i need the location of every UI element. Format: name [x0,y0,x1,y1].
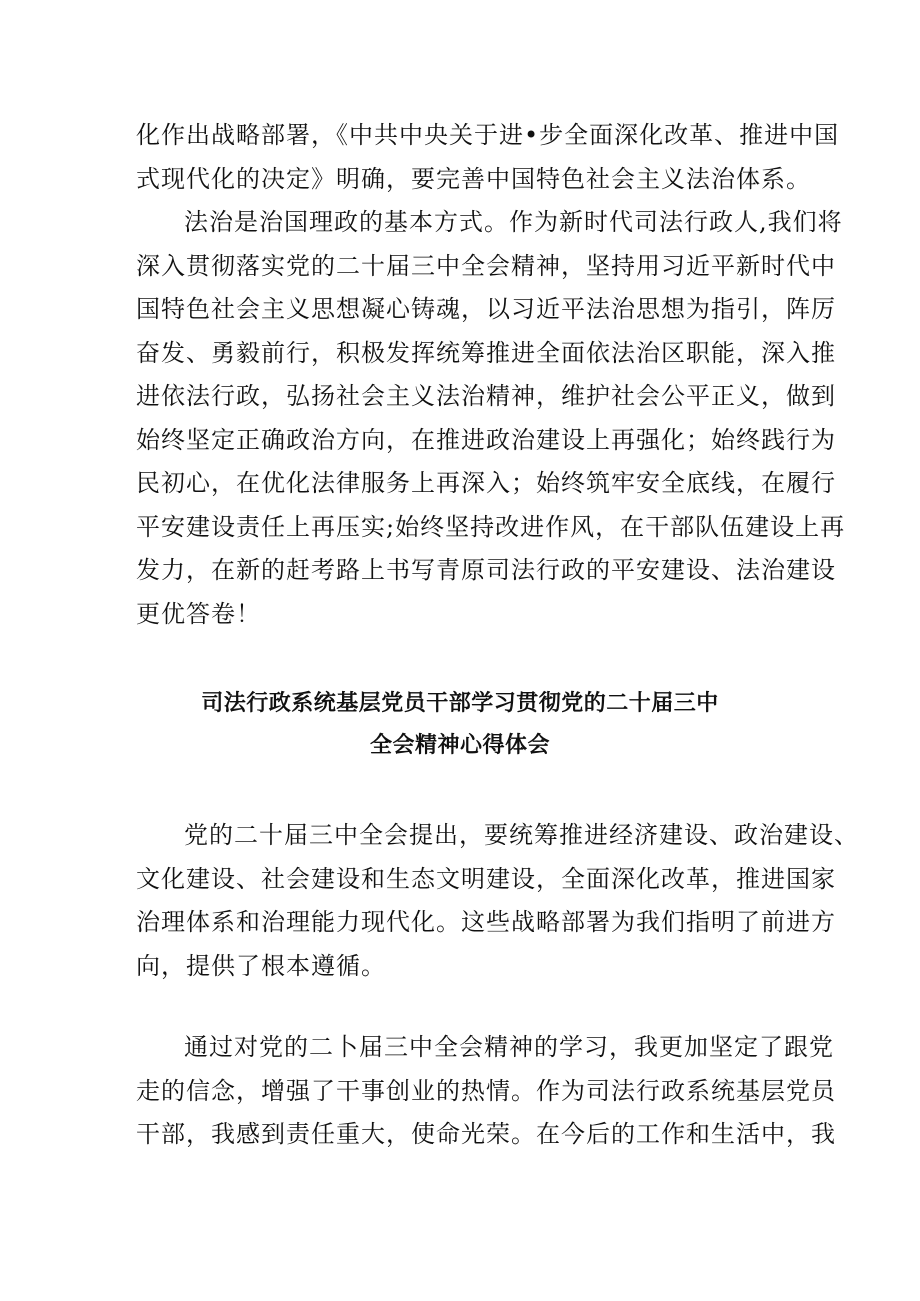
text-line: 文化建设、社会建设和生态文明建设，全面深化改革，推进国家 [136,864,836,893]
text-line: 化作出战略部署，《中共中央关于进•步全面深化改革、推进中国 [136,121,840,149]
article-title [100,683,820,767]
text-line: 向，提供了根本遵循。 [136,951,386,980]
text-line: 国特色社会主义思想凝心铸魂，以习近平法治思想为指引，阵厉 [136,295,836,323]
text-line: 发力，在新的赶考路上书写青原司法行政的平安建设、法治建设 [136,556,836,584]
text-line: 始终坚定正确政治方向，在推进政治建设上再强化；始终践行为 [136,425,836,454]
paragraph-plenum-session [136,814,859,988]
text-line: 式现代化的决定》明确，要完善中国特色社会主义法治体系。 [136,164,811,193]
text-line: 更优答卷！ [136,599,261,628]
text-line: 通过对党的二卜届三中全会精神的学习，我更加坚定了跟党 [184,1033,834,1061]
text-line: 进依法行政，弘扬社会主义法治精神，维护社会公平正义，做到 [136,382,836,410]
text-line: 干部，我感到责任重大，使命光荣。在今后的工作和生活中，我 [136,1120,836,1148]
text-line: 奋发、勇毅前行，积极发挥统筹推进全面依法治区职能，深入推 [136,338,836,367]
text-line: 深入贯彻落实党的二十届三中全会精神，坚持用习近平新时代中 [136,251,836,280]
article-title-line-1: 司法行政系统基层党员干部学习贯彻党的二十届三中 [201,691,719,716]
text-line: 民初心，在优化法律服务上再深入；始终筑牢安全底线，在履行 [136,469,836,497]
paragraph-study-reflection [136,1026,836,1157]
paragraph-rule-of-law [136,201,846,636]
text-line: 走的信念，增强了干事创业的热情。作为司法行政系统基层党员 [136,1076,836,1105]
text-line: 治理体系和治理能力现代化。这些战略部署为我们指明了前进方 [136,908,836,936]
article-title-line-2: 全会精神心得体会 [369,733,550,758]
text-line: 党的二十届三中全会提出，要统筹推进经济建设、政治建设、 [184,821,859,849]
text-line: 法治是治国理政的基本方式。作为新时代司法行政人,我们将 [184,208,843,236]
paragraph-continuation [136,114,840,201]
text-line: 平安建设责任上再压实;始终坚持改进作风，在干部队伍建设上再 [136,512,846,541]
